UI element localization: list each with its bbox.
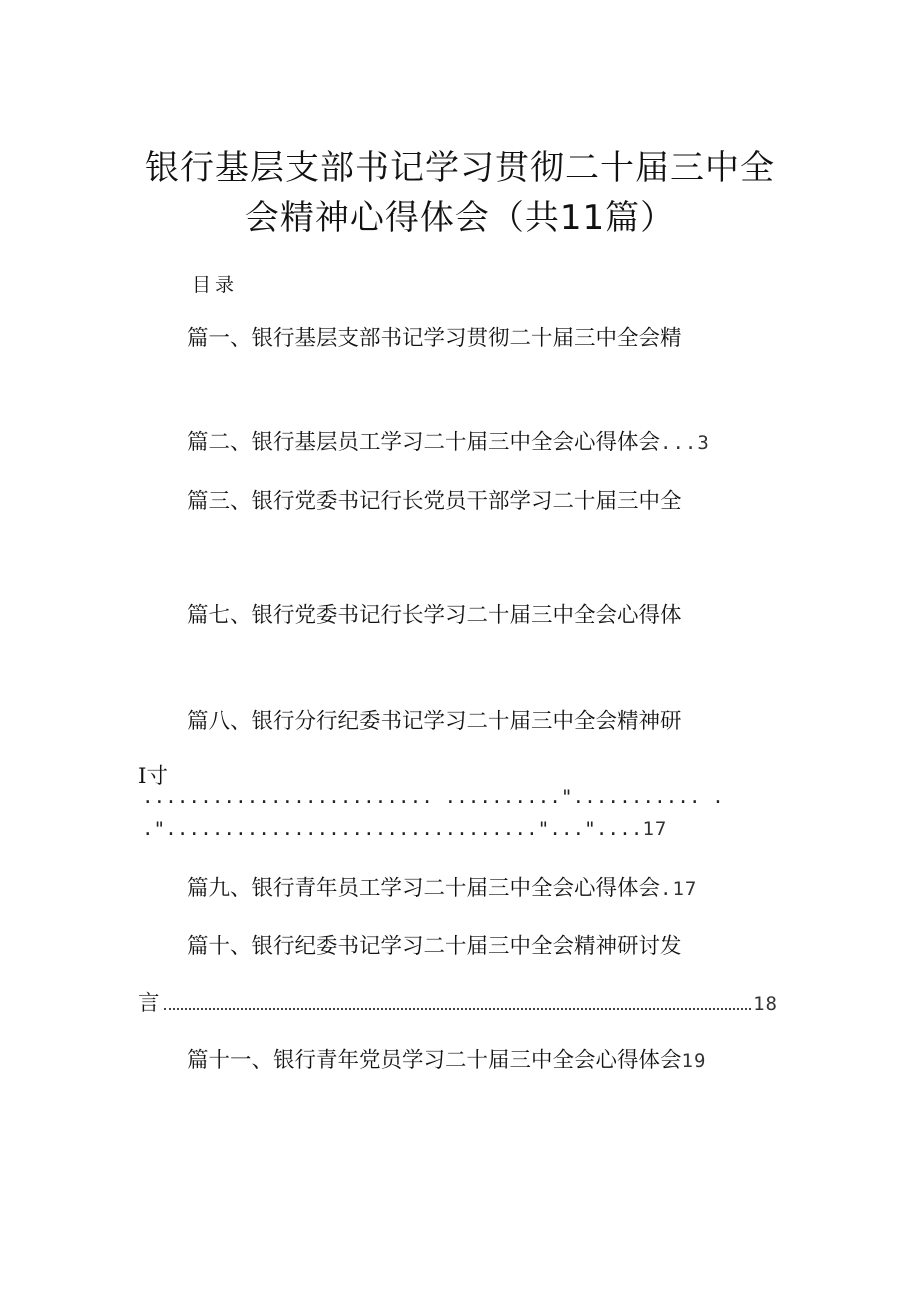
toc-entry-text: 篇七、银行党委书记行长学习二十届三中全会心得体 [187, 603, 682, 628]
toc-entry-text: I寸 [138, 764, 168, 789]
toc-entry-text: 篇三、银行党委书记行长党员干部学习二十届三中全 [187, 489, 682, 514]
toc-entry-page: 19 [681, 1050, 707, 1072]
toc-dot-leader [164, 1007, 752, 1010]
toc-entry-page: 18 [753, 993, 778, 1015]
toc-entry-page: .17 [660, 878, 698, 900]
toc-entry-1 [187, 321, 682, 352]
toc-entry-3 [187, 484, 682, 515]
toc-leader-dots [142, 786, 724, 808]
toc-leader-dots [142, 818, 667, 840]
toc-entry-10-continuation [138, 986, 778, 1017]
toc-entry-text: 篇九、银行青年员工学习二十届三中全会心得体会 [187, 876, 661, 901]
toc-entry-text: ......................... .........."........... . [142, 786, 724, 808]
toc-entry-7 [187, 598, 682, 629]
toc-entry-8 [187, 704, 682, 735]
toc-entry-text: 篇八、银行分行纪委书记学习二十届三中全会精神研 [187, 709, 682, 734]
toc-entry-text: 篇十一、银行青年党员学习二十届三中全会心得体会 [187, 1048, 682, 1073]
document-title-line-1: 银行基层支部书记学习贯彻二十届三中全 [145, 148, 775, 188]
toc-entry-text: 篇二、银行基层员工学习二十届三中全会心得体会 [187, 430, 661, 455]
toc-entry-page: 17 [642, 818, 668, 840]
toc-entry-2 [187, 425, 710, 456]
toc-heading: 目录 [192, 274, 239, 296]
toc-entry-text: 篇一、银行基层支部书记学习贯彻二十届三中全会精 [187, 326, 682, 351]
toc-entry-9 [187, 871, 697, 902]
toc-entry-text: ."................................"...".... [142, 818, 643, 840]
toc-entry-11 [187, 1043, 706, 1074]
toc-entry-page: ...3 [660, 432, 710, 454]
document-title-line-2: 会精神心得体会（共11篇） [244, 198, 676, 238]
toc-entry-text: 言 [138, 991, 160, 1016]
toc-entry-text: 篇十、银行纪委书记学习二十届三中全会精神研讨发 [187, 934, 682, 959]
toc-entry-10 [187, 929, 682, 960]
